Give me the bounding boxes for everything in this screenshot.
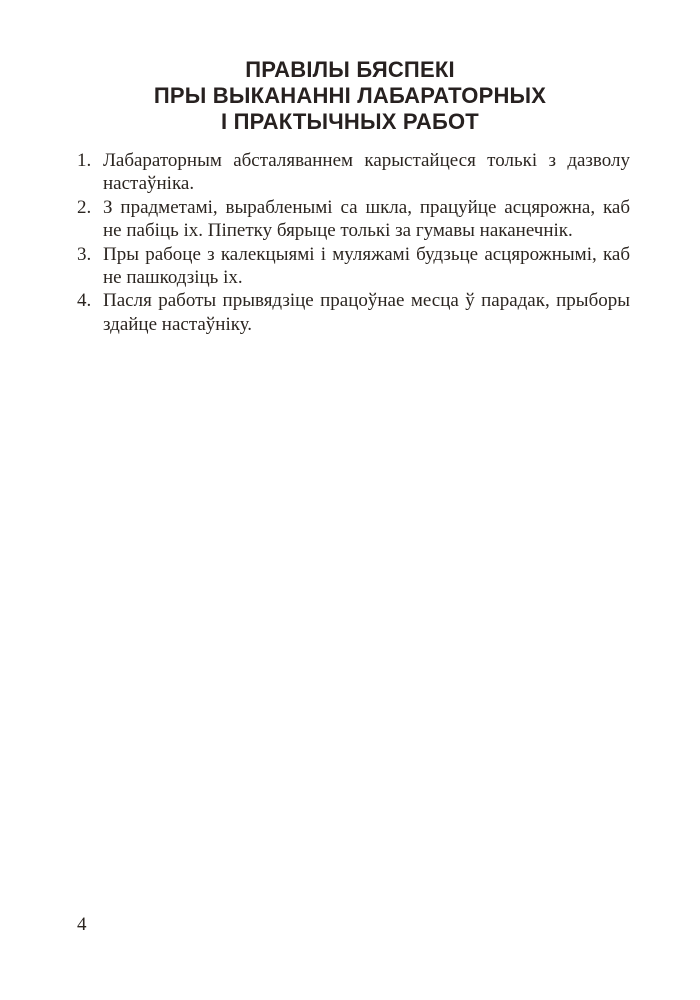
rule-item	[77, 243, 630, 290]
title-line: ПРАВІЛЫ БЯСПЕКІ	[245, 57, 455, 82]
page-title	[0, 0, 700, 135]
title-line: ПРЫ ВЫКАНАННІ ЛАБАРАТОРНЫХ	[153, 83, 547, 108]
rule-item	[77, 196, 630, 243]
rule-number: 4.	[77, 290, 92, 312]
rule-text: Пасля работы прывядзіце працоўнае месца ў парадак, прыборы здайце настаўніку.	[103, 290, 630, 335]
rule-number: 1.	[77, 150, 92, 171]
page-number: 4	[77, 914, 87, 935]
rule-number: 2.	[77, 196, 92, 218]
rule-item	[77, 149, 630, 196]
rule-text: З прадметамі, вырабленымі са шкла, працуйце асцярожна, каб не пабіць іх. Піпетку бярыце толькі за гумавы наканечнік.	[103, 196, 630, 242]
rule-item	[77, 289, 630, 336]
title-line: І ПРАКТЫЧНЫХ РАБОТ	[221, 109, 479, 134]
rule-text: Пры рабоце з калекцыямі і муляжамі будзьце асцярожнымі, каб не пашкодзіць іх.	[103, 243, 630, 289]
rule-number: 3.	[77, 243, 92, 265]
rules-list	[77, 149, 630, 336]
rule-text: Лабараторным абсталяваннем карыстайцеся толькі з дазволу настаўніка.	[103, 150, 630, 195]
